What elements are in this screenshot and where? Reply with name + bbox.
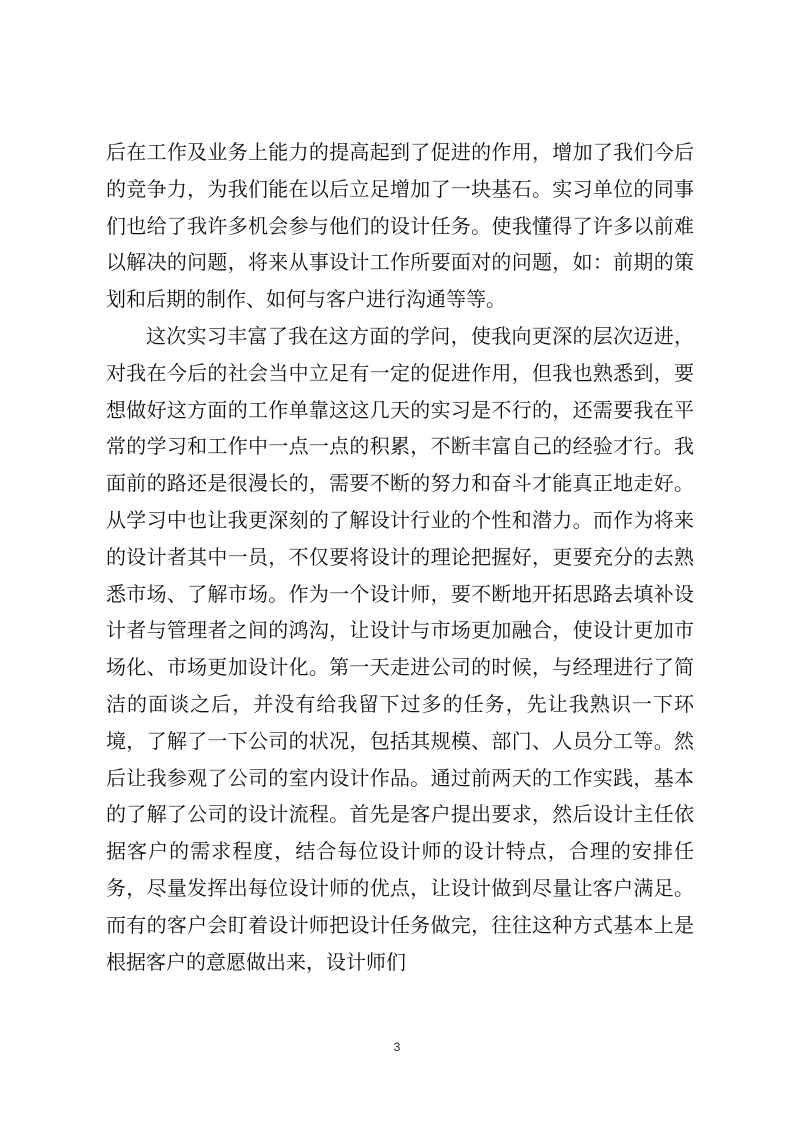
paragraph-continuation: 后在工作及业务上能力的提高起到了促进的作用，增加了我们今后的竞争力，为我们能在以后立足增加了一块基石。实习单位的同事们也给了我许多机会参与他们的设计任务。使我懂得了许多以前难以解决的问题，将来从事设计工作所要面对的问题，如：前期的策划和后期的制作、如何与客户进行沟通等等。 (106, 140, 694, 312)
paragraph-internship-reflection: 这次实习丰富了我在这方面的学问，使我向更深的层次迈进，对我在今后的社会当中立足有一定的促进作用，但我也熟悉到，要想做好这方面的工作单靠这这几天的实习是不行的，还需要我在平常的学习和工作中一点一点的积累，不断丰富自己的经验才行。我面前的路还是很漫长的，需要不断的努力和奋斗才能真正地走好。从学习中也让我更深刻的了解设计行业的个性和潜力。而作为将来的设计者其中一员，不仅要将设计的理论把握好，更要充分的去熟悉市场、了解市场。作为一个设计师，要不断地开拓思路去填补设计者与管理者之间的鸿沟，让设计与市场更加融合，使设计更加市场化、市场更加设计化。第一天走进公司的时候，与经理进行了简洁的面谈之后，并没有给我留下过多的任务，先让我熟识一下环境，了解了一下公司的状况，包括其规模、部门、人员分工等。然后让我参观了公司的室内设计作品。通过前两天的工作实践，基本的了解了公司的设计流程。首先是客户提出要求，然后设计主任依据客户的需求程度，结合每位设计师的设计特点，合理的安排任务，尽量发挥出每位设计师的优点，让设计做到尽量让客户满足。而有的客户会盯着设计师把设计任务做完，往往这种方式基本上是根据客户的意愿做出来，设计师们 (106, 323, 694, 974)
body-text (106, 134, 694, 980)
page-number: 3 (393, 1040, 401, 1054)
